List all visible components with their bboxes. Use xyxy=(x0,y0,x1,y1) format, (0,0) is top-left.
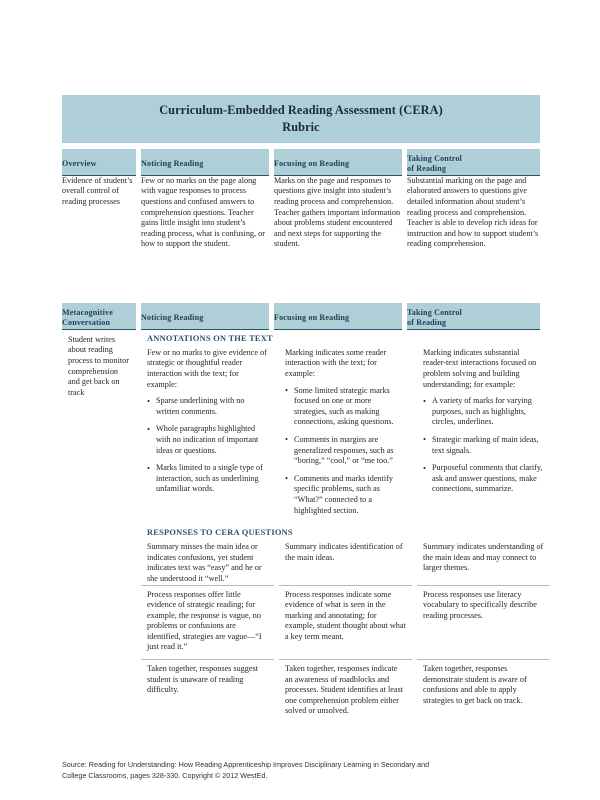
metacognitive-header-taking-control-line-2: of Reading xyxy=(407,318,447,328)
metacognitive-header-line-1: Metacognitive xyxy=(62,308,113,317)
list-item: • Marks limited to a single type of interaction, such as underlining unfamiliar words. xyxy=(147,463,268,495)
annotations-bullets-noticing xyxy=(147,396,268,495)
metacognitive-header-row xyxy=(62,303,540,330)
responses-row-process xyxy=(141,585,550,660)
annotations-intro-row xyxy=(141,346,550,523)
overview-cell-focusing-text: Marks on the page and responses to questions give insight into student’s reading process and comprehension. Teacher gathers important information about problems student encountered and next steps for supporting the student. xyxy=(274,175,401,249)
metacognitive-header-taking-control-of-reading xyxy=(407,303,540,330)
list-item: • Whole paragraphs highlighted with no indication of important ideas or questions. xyxy=(147,424,268,456)
responses-summary-noticing: Summary misses the main idea or indicates confusions, yet student indicates text was “easy” and he or she understood it “well.” xyxy=(147,542,262,583)
responses-process-noticing: Process responses offer little evidence of strategic reading; for example, the response is vague, no problems or confusions are identified, strategies are vague—“I just read it.” xyxy=(141,585,274,660)
section-heading-responses: RESPONSES TO CERA QUESTIONS xyxy=(147,528,293,538)
document-title-banner xyxy=(62,95,540,143)
responses-taken-together-focusing: Taken together, responses indicate an awareness of roadblocks and processes. Student identifies at least one comprehension problem either solved or unsolved. xyxy=(279,659,412,723)
list-item: • Purposeful comments that clarify, ask and answer questions, make connections, summarize. xyxy=(423,463,544,495)
list-item: • A variety of marks for varying purposes, such as highlights, circles, underlines. xyxy=(423,396,544,428)
overview-header-taking-control-of-reading xyxy=(407,149,540,176)
annotations-intro-taking-control xyxy=(417,346,550,523)
overview-header-overview-label: Overview xyxy=(62,159,97,169)
list-item: • Comments in margins are generalized responses, such as “boring,” “cool,” or “me too.” xyxy=(285,435,406,467)
responses-summary-focusing: Summary indicates identification of the main ideas. xyxy=(285,542,403,562)
metacognitive-content-column xyxy=(141,330,550,723)
overview-cell-noticing xyxy=(141,176,269,250)
responses-summary-taking-control: Summary indicates understanding of the main ideas and may connect to larger themes. xyxy=(423,542,544,573)
responses-row-taken-together xyxy=(141,659,550,723)
overview-header-focusing-on-reading xyxy=(274,149,402,176)
overview-cell-noticing-text: Few or no marks on the page along with vague responses to process questions and confused answers to comprehension questions. Teacher gains little insight into student’s reading process, what is confusing, or how to support the student. xyxy=(141,175,265,249)
annotations-bullets-focusing xyxy=(285,386,406,517)
overview-cell-evidence xyxy=(62,176,136,250)
list-item: • Strategic marking of main ideas, text signals. xyxy=(423,435,544,456)
responses-row-summary xyxy=(141,540,550,584)
responses-taken-together-noticing: Taken together, responses suggest student is unaware of reading difficulty. xyxy=(141,659,274,723)
annotations-bullets-taking-control xyxy=(423,396,544,495)
overview-table-wrapper xyxy=(62,149,540,250)
responses-process-taking-control: Process responses use literacy vocabulary to specifically describe reading processes. xyxy=(417,585,550,660)
overview-header-noticing-reading-label: Noticing Reading xyxy=(141,159,204,169)
page-title-line-1: Curriculum-Embedded Reading Assessment (CERA) xyxy=(159,103,443,117)
overview-cell-evidence-text: Evidence of student’s overall control of reading processes xyxy=(62,175,133,206)
metacognitive-stub-column xyxy=(62,330,136,723)
annotations-intro-focusing xyxy=(279,346,412,523)
overview-cell-focusing xyxy=(274,176,402,250)
list-item: • Sparse underlining with no written comments. xyxy=(147,396,268,417)
metacognitive-body-grid xyxy=(62,330,544,723)
overview-header-overview xyxy=(62,149,136,176)
metacognitive-section xyxy=(62,303,544,723)
responses-process-focusing: Process responses indicate some evidence of what is seen in the marking and annotating; for example, student thought about what a key term meant. xyxy=(279,585,412,660)
list-item: • Comments and marks identify specific problems, such as “What?” connected to a highlighted section. xyxy=(285,474,406,516)
responses-taken-together-taking-control: Taken together, responses demonstrate student is aware of confusions and able to apply strategies to get back on track. xyxy=(417,659,550,723)
metacognitive-header-table xyxy=(57,303,545,330)
metacognitive-header-conversation xyxy=(62,303,136,330)
metacognitive-header-noticing-reading-label: Noticing Reading xyxy=(141,313,204,323)
overview-header-noticing-reading xyxy=(141,149,269,176)
overview-header-taking-control-line-2: of Reading xyxy=(407,164,447,174)
source-footnote-line-1: Source: Reading for Understanding: How Reading Apprenticeship Improves Disciplinary Learning in Secondary and xyxy=(62,760,430,769)
metacognitive-header-focusing-on-reading-label: Focusing on Reading xyxy=(274,313,350,323)
metacognitive-header-taking-control-line-1: Taking Control xyxy=(407,308,462,317)
source-footnote-line-2: College Classrooms, pages 328-330. Copyright © 2012 WestEd. xyxy=(62,770,268,780)
metacognitive-header-noticing-reading xyxy=(141,303,269,330)
metacognitive-header-focusing-on-reading xyxy=(274,303,402,330)
annotations-intro-focusing-text: Marking indicates some reader interaction with the text; for example: xyxy=(285,347,387,378)
annotations-intro-noticing xyxy=(141,346,274,523)
list-item: • Some limited strategic marks focused on one or more strategies, such as making connections, asking questions. xyxy=(285,386,406,428)
overview-header-taking-control-line-1: Taking Control xyxy=(407,154,462,163)
page-title-line-2: Rubric xyxy=(282,120,320,134)
overview-header-focusing-on-reading-label: Focusing on Reading xyxy=(274,159,350,169)
overview-cell-taking-control-text: Substantial marking on the page and elaborated answers to questions give detailed information about student’s reading process and comprehension. Teacher is able to develop rich ideas for instruction and how to support student’s reading comprehension. xyxy=(407,175,539,249)
annotations-intro-noticing-text: Few or no marks to give evidence of strategic or thoughtful reader interaction with the text; for example: xyxy=(147,347,267,389)
source-footnote xyxy=(62,760,540,781)
annotations-intro-taking-control-text: Marking indicates substantial reader-text interactions focused on problem solving and building understanding; for example: xyxy=(423,347,537,389)
overview-cell-taking-control xyxy=(407,176,540,250)
overview-table-row xyxy=(62,176,540,250)
overview-table xyxy=(57,149,545,250)
metacognitive-header-line-2: Conversation xyxy=(62,318,111,328)
metacognitive-stub-text: Student writes about reading process to monitor comprehension and get back on track xyxy=(68,334,129,397)
overview-table-header-row xyxy=(62,149,540,176)
section-heading-annotations: ANNOTATIONS ON THE TEXT xyxy=(147,333,273,343)
